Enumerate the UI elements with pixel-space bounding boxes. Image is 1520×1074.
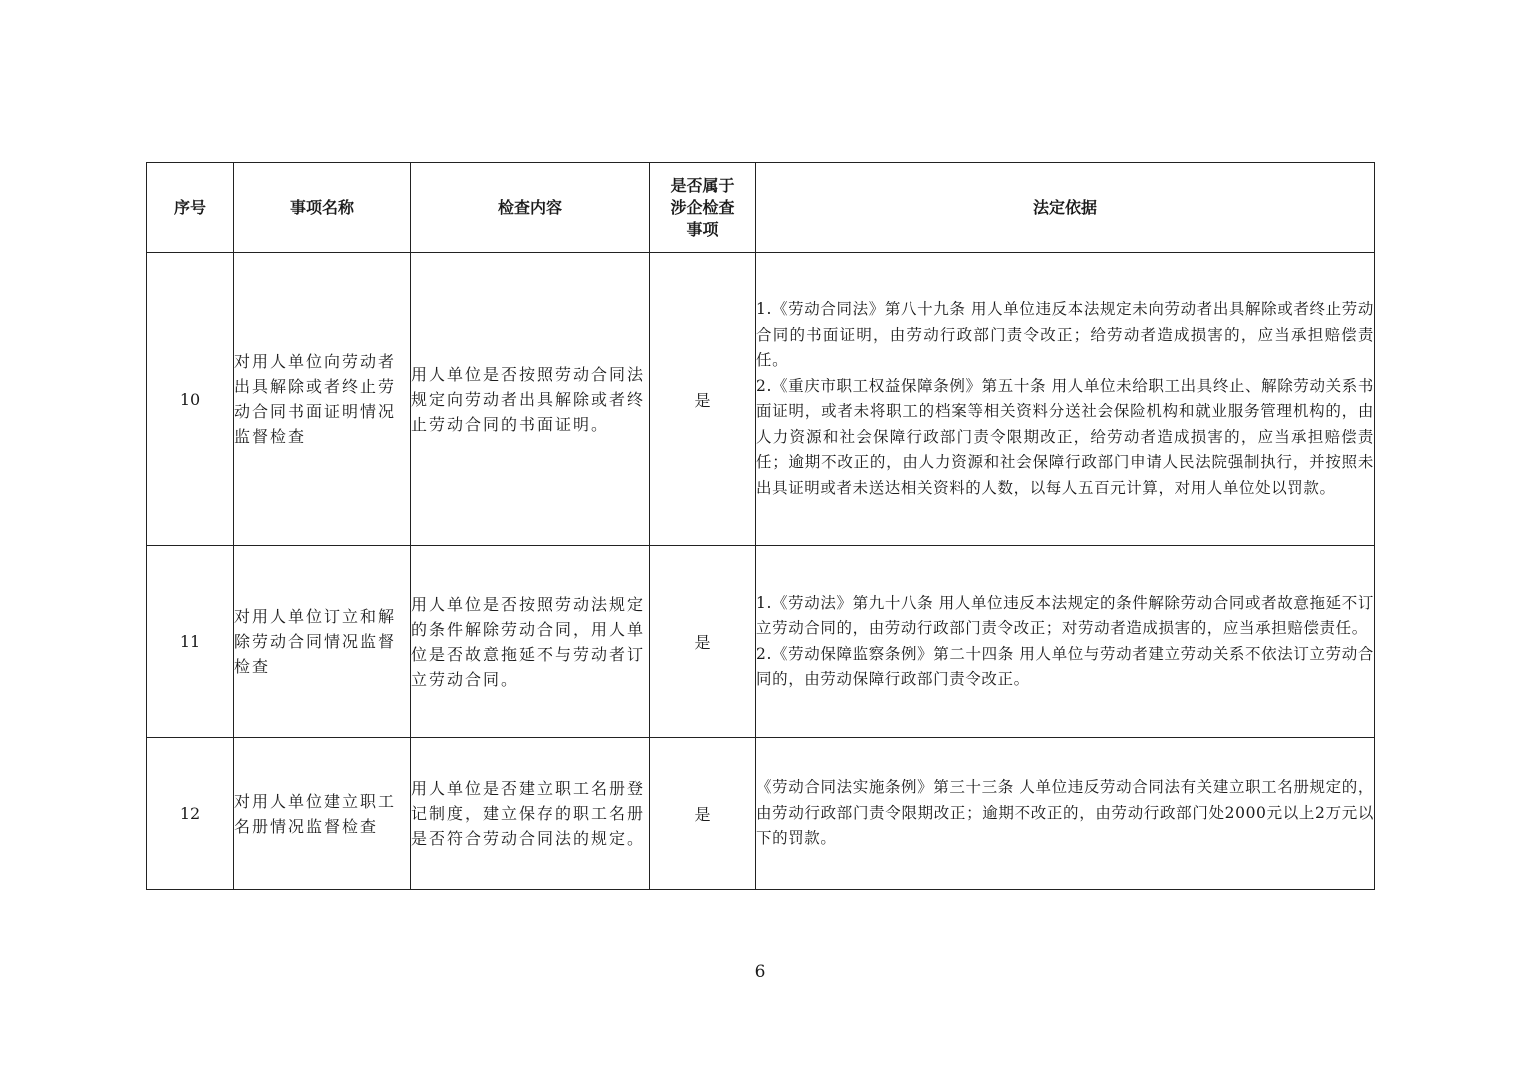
row-seq: 10 xyxy=(147,253,234,546)
row-item-name: 对用人单位向劳动者出具解除或者终止劳动合同书面证明情况监督检查 xyxy=(234,253,411,546)
row-enterprise-related: 是 xyxy=(650,738,756,890)
legal-basis-clause: 《劳动合同法实施条例》第三十三条 人单位违反劳动合同法有关建立职工名册规定的，由劳动行政部门责令限期改正；逾期不改正的，由劳动行政部门处2000元以上2万元以下的罚款。 xyxy=(756,778,1374,848)
row-seq: 12 xyxy=(147,738,234,890)
header-legal-basis: 法定依据 xyxy=(756,163,1375,253)
table-row xyxy=(147,738,1375,890)
header-inspection-content: 检查内容 xyxy=(411,163,650,253)
row-seq: 11 xyxy=(147,546,234,738)
row-enterprise-related: 是 xyxy=(650,546,756,738)
header-enterprise-related xyxy=(650,163,756,253)
table-row xyxy=(147,253,1375,546)
row-enterprise-related: 是 xyxy=(650,253,756,546)
header-item-name: 事项名称 xyxy=(234,163,411,253)
row-legal-basis xyxy=(756,738,1375,890)
legal-basis-clause: 2.《重庆市职工权益保障条例》第五十条 用人单位未给职工出具终止、解除劳动关系书面证明，或者未将职工的档案等相关资料分送社会保险机构和就业服务管理机构的，由人力资源和社会保障行政部门责令限期改正，给劳动者造成损害的，应当承担赔偿责任；逾期不改正的，由人力资源和社会保障行政部门申请人民法院强制执行，并按照未出具证明或者未送达相关资料的人数，以每人五百元计算，对用人单位处以罚款。 xyxy=(756,376,1374,497)
row-inspection-content: 用人单位是否建立职工名册登记制度，建立保存的职工名册是否符合劳动合同法的规定。 xyxy=(411,738,650,890)
row-legal-basis xyxy=(756,546,1375,738)
row-item-name: 对用人单位建立职工名册情况监督检查 xyxy=(234,738,411,890)
row-legal-basis xyxy=(756,253,1375,546)
page-number: 6 xyxy=(754,962,766,982)
legal-basis-clause: 1.《劳动法》第九十八条 用人单位违反本法规定的条件解除劳动合同或者故意拖延不订立劳动合同的，由劳动行政部门责令改正；对劳动者造成损害的，应当承担赔偿责任。 xyxy=(756,593,1374,637)
row-item-name: 对用人单位订立和解除劳动合同情况监督检查 xyxy=(234,546,411,738)
row-inspection-content: 用人单位是否按照劳动合同法规定向劳动者出具解除或者终止劳动合同的书面证明。 xyxy=(411,253,650,546)
table-row xyxy=(147,546,1375,738)
header-enterprise-related-text: 是否属于涉企检查事项 xyxy=(670,175,735,239)
legal-basis-clause: 2.《劳动保障监察条例》第二十四条 用人单位与劳动者建立劳动关系不依法订立劳动合同的，由劳动保障行政部门责令改正。 xyxy=(756,644,1374,688)
row-inspection-content: 用人单位是否按照劳动法规定的条件解除劳动合同，用人单位是否故意拖延不与劳动者订立劳动合同。 xyxy=(411,546,650,738)
header-seq: 序号 xyxy=(147,163,234,253)
legal-basis-clause: 1.《劳动合同法》第八十九条 用人单位违反本法规定未向劳动者出具解除或者终止劳动合同的书面证明，由劳动行政部门责令改正；给劳动者造成损害的，应当承担赔偿责任。 xyxy=(756,300,1374,369)
table-header-row xyxy=(147,163,1375,253)
inspection-items-table xyxy=(146,162,1375,890)
